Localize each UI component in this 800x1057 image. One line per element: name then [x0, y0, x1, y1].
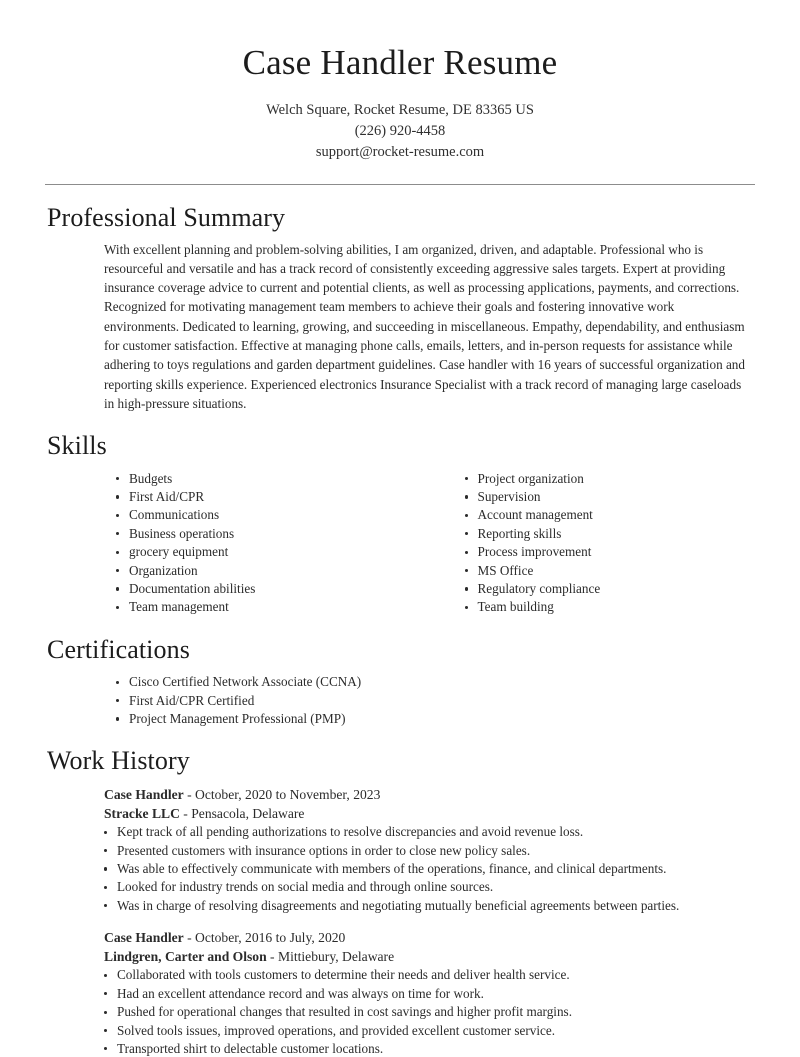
section-certifications — [45, 634, 755, 728]
skill-item: Documentation abilities — [116, 580, 436, 598]
work-history-entry — [45, 785, 755, 914]
job-bullet-item: Transported shirt to delectable customer locations. — [104, 1040, 755, 1057]
job-location: - Pensacola, Delaware — [179, 806, 305, 822]
contact-address: Welch Square, Rocket Resume, DE 83365 US — [266, 102, 534, 118]
skills-list-right — [465, 470, 756, 616]
job-title-line — [104, 928, 755, 947]
section-skills — [45, 430, 755, 617]
header-divider — [45, 184, 755, 185]
contact-block — [45, 100, 755, 163]
job-bullet-list — [104, 823, 755, 914]
skill-item: Business operations — [116, 525, 436, 543]
skill-item: Team building — [465, 598, 756, 616]
job-bullet-item: Collaborated with tools customers to determine their needs and deliver health service. — [104, 966, 755, 984]
job-title: Case Handler — [104, 930, 184, 946]
contact-phone: (226) 920-4458 — [354, 123, 446, 139]
skill-item: Regulatory compliance — [465, 580, 756, 598]
certification-item: Cisco Certified Network Associate (CCNA) — [116, 673, 755, 691]
job-bullet-item: Solved tools issues, improved operations, and provided excellent customer service. — [104, 1022, 755, 1040]
work-history-entry — [45, 928, 755, 1057]
job-title-line — [104, 785, 755, 804]
job-company: Lindgren, Carter and Olson — [104, 949, 267, 965]
skill-item: MS Office — [465, 562, 756, 580]
skill-item: Reporting skills — [465, 525, 756, 543]
job-bullet-list — [104, 966, 755, 1057]
section-heading-certifications: Certifications — [47, 634, 190, 664]
job-company: Stracke LLC — [104, 806, 180, 822]
job-bullet-item: Looked for industry trends on social media and through online sources. — [104, 878, 755, 896]
page-title: Case Handler Resume — [242, 43, 558, 82]
job-bullet-item: Kept track of all pending authorizations to resolve discrepancies and avoid revenue loss. — [104, 823, 755, 841]
job-company-line — [104, 804, 755, 823]
skills-columns — [45, 468, 755, 617]
certifications-body — [45, 671, 755, 727]
skills-column-right — [436, 470, 756, 617]
certification-item: Project Management Professional (PMP) — [116, 710, 755, 728]
certifications-list — [116, 673, 755, 727]
work-history-list — [45, 782, 755, 1057]
job-dates: - October, 2020 to November, 2023 — [183, 787, 381, 803]
job-bullet-item: Was able to effectively communicate with members of the operations, finance, and clinical departments. — [104, 860, 755, 878]
skill-item: First Aid/CPR — [116, 488, 436, 506]
job-title: Case Handler — [104, 787, 184, 803]
job-company-line — [104, 947, 755, 966]
job-bullet-item: Was in charge of resolving disagreements and negotiating mutually beneficial agreements between parties. — [104, 897, 755, 915]
section-heading-skills: Skills — [47, 431, 107, 461]
summary-text: With excellent planning and problem-solving abilities, I am organized, driven, and adaptable. Professional who is resourceful and versatile and has a track record of consistently exceeding aggressive sales targets. Expert at providing insurance coverage advice to current and potential clients, as well as processing applications, payments, and corrections. Recognized for motivating management team members to achieve their goals and fostering innovative work environments. Dedicated to learning, growing, and succeeding in miscellaneous. Empathy, dependability, and enthusiasm for customer satisfaction. Effective at managing phone calls, emails, letters, and in-person requests for assistance while adhering to toys regulations and garden department guidelines. Case handler with 16 years of successful organization and reporting skills experience. Experienced electronics Insurance Specialist with a track record of managing large caseloads in high-pressure situations. — [104, 241, 745, 411]
section-work-history — [45, 745, 755, 1057]
skill-item: Communications — [116, 506, 436, 524]
skill-item: Organization — [116, 562, 436, 580]
certification-item: First Aid/CPR Certified — [116, 692, 755, 710]
skills-column-left — [116, 470, 436, 617]
section-heading-work-history: Work History — [47, 745, 190, 775]
job-bullet-item: Had an excellent attendance record and was always on time for work. — [104, 985, 755, 1003]
section-professional-summary — [45, 202, 755, 413]
skill-item: Team management — [116, 598, 436, 616]
contact-email: support@rocket-resume.com — [315, 144, 485, 160]
skill-item: Account management — [465, 506, 756, 524]
job-bullet-item: Presented customers with insurance options in order to close new policy sales. — [104, 842, 755, 860]
job-dates: - October, 2016 to July, 2020 — [183, 930, 346, 946]
section-heading-summary: Professional Summary — [47, 203, 286, 232]
skill-item: Project organization — [465, 470, 756, 488]
summary-body — [45, 240, 755, 414]
skills-list-left — [116, 470, 436, 616]
skill-item: Budgets — [116, 470, 436, 488]
skill-item: Supervision — [465, 488, 756, 506]
job-location: - Mittiebury, Delaware — [266, 949, 395, 965]
job-bullet-item: Pushed for operational changes that resulted in cost savings and higher profit margins. — [104, 1003, 755, 1021]
skill-item: Process improvement — [465, 543, 756, 561]
skill-item: grocery equipment — [116, 543, 436, 561]
